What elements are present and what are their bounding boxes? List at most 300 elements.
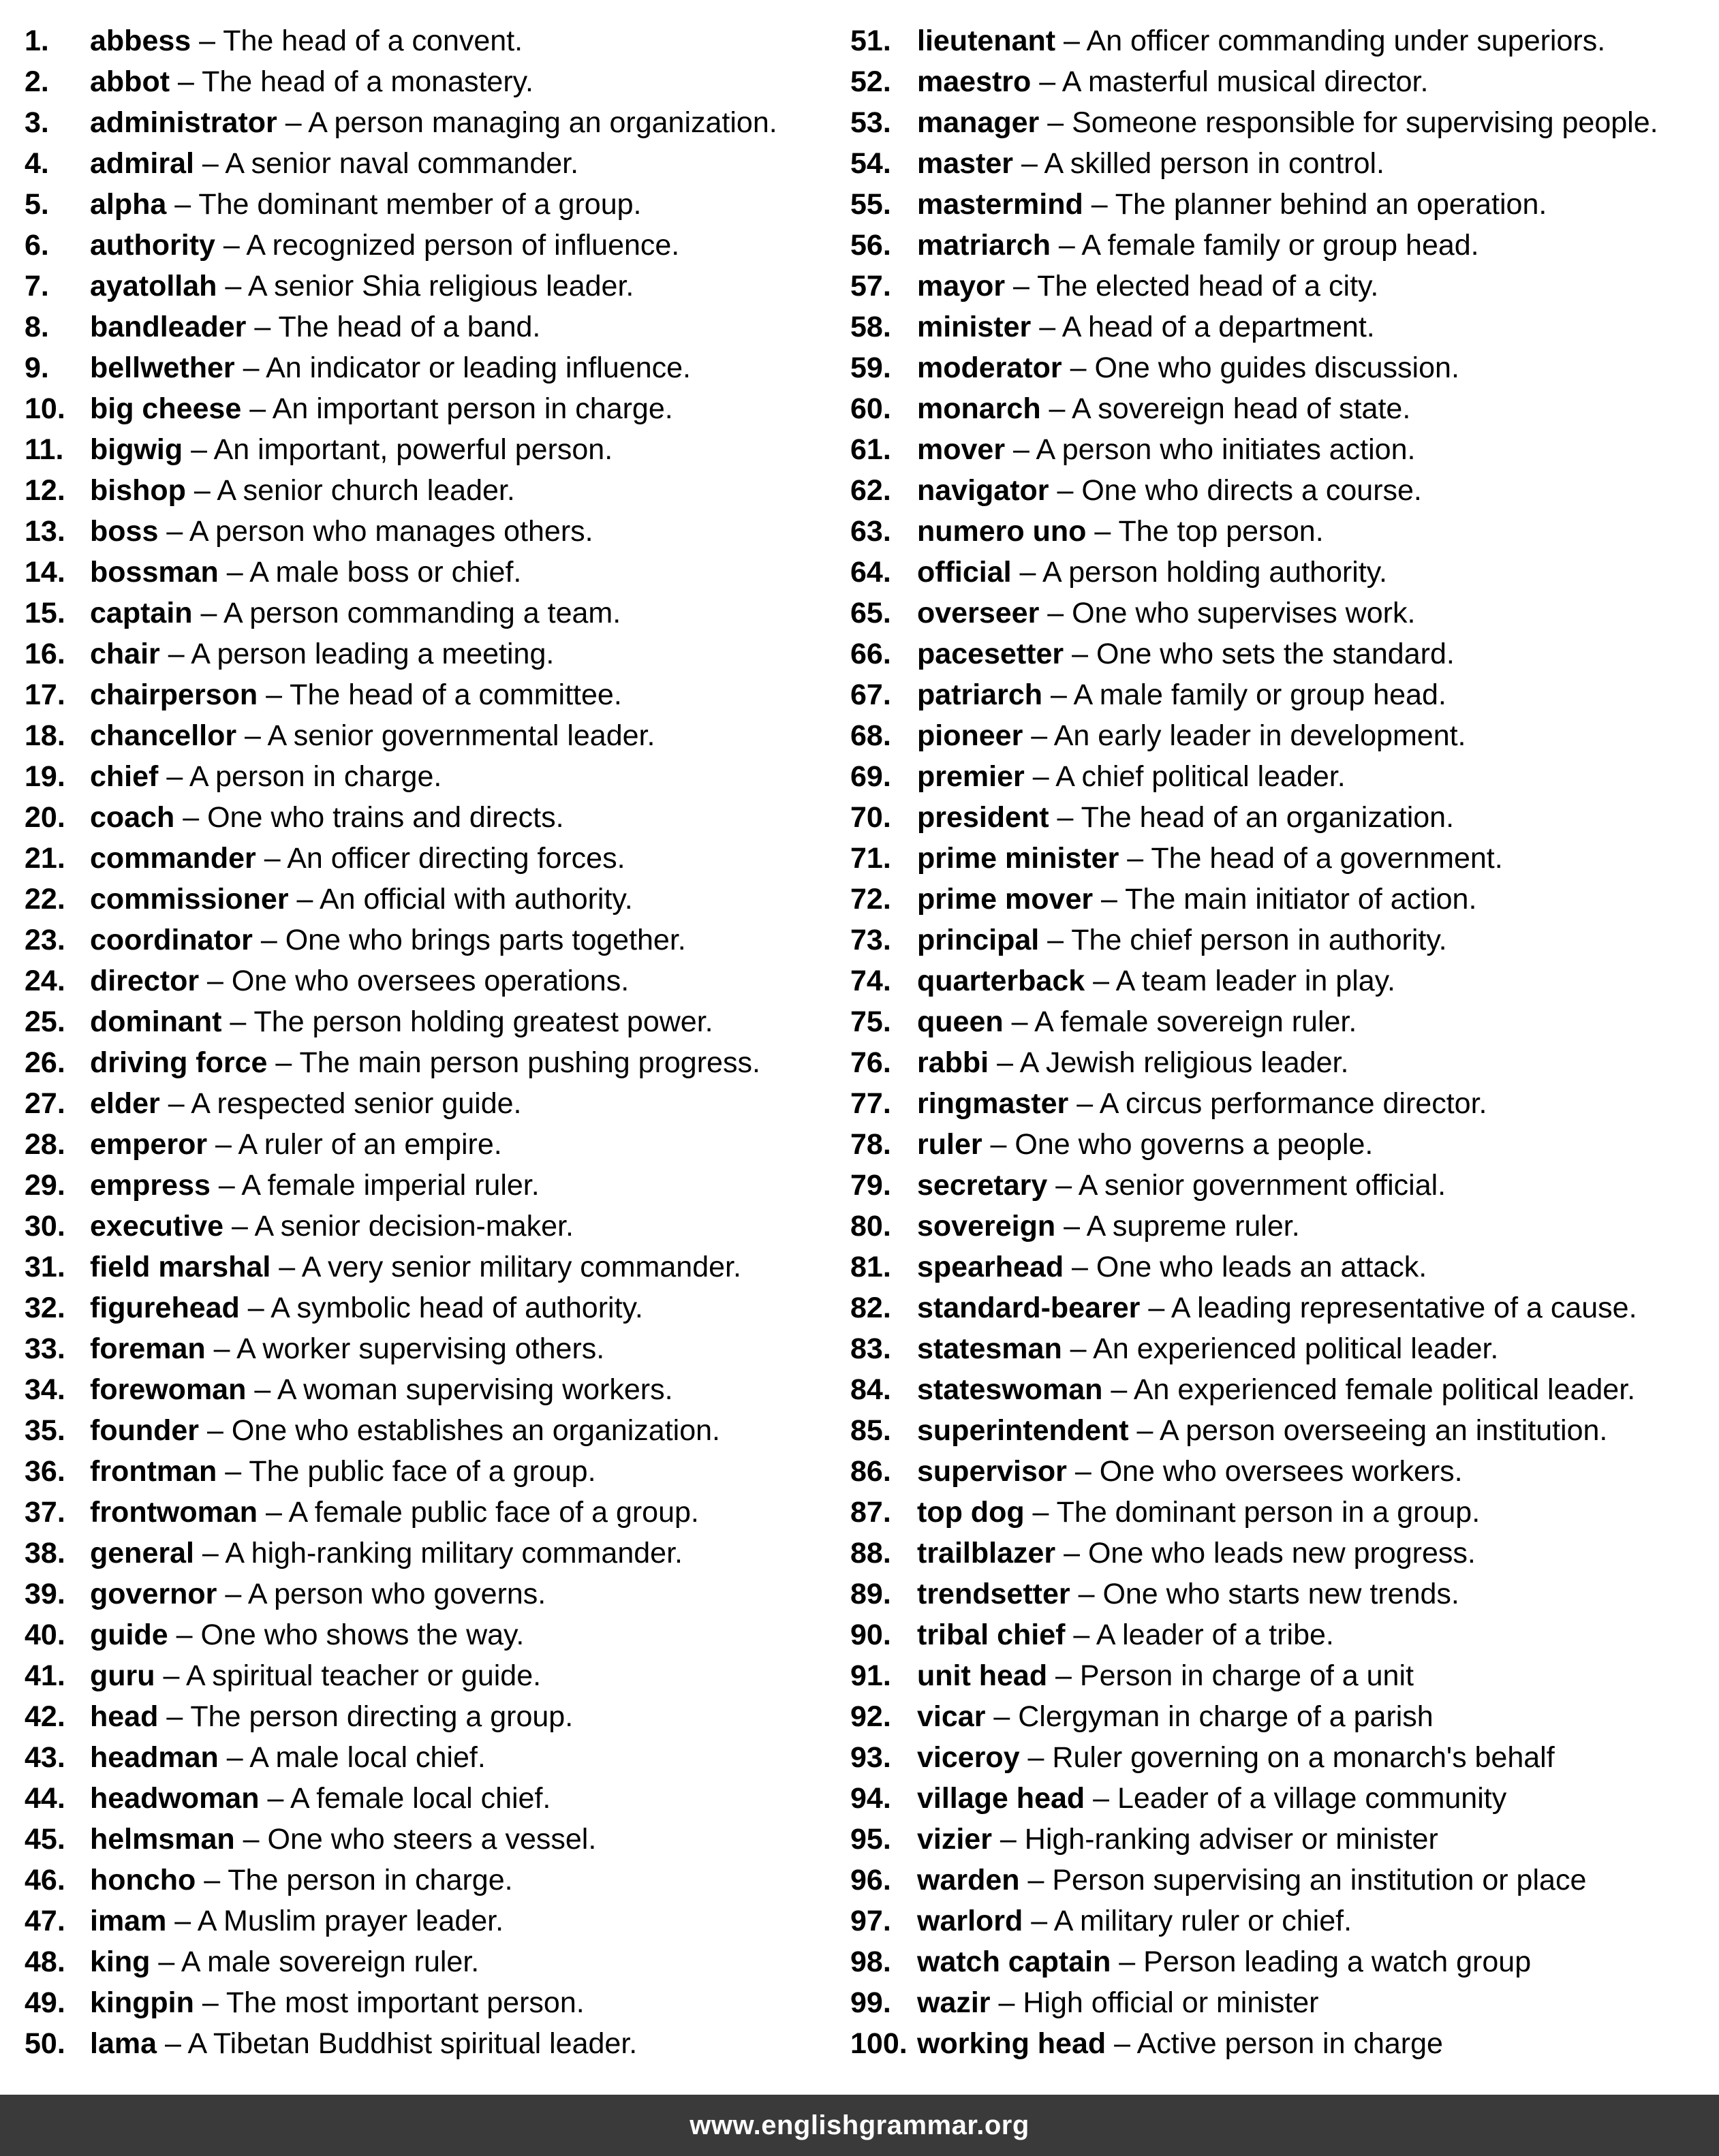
list-item: 80. sovereign – A supreme ruler. — [850, 1206, 1710, 1247]
item-term: trendsetter — [917, 1578, 1070, 1610]
list-item: 72. prime mover – The main initiator of action. — [850, 879, 1710, 920]
item-term: ayatollah — [90, 270, 217, 302]
item-term: village head — [917, 1782, 1085, 1815]
item-definition: A leader of a tribe. — [1096, 1619, 1334, 1651]
item-term: bishop — [90, 474, 186, 507]
item-number: 8. — [25, 311, 49, 343]
item-number: 20. — [25, 801, 65, 834]
item-definition: One who shows the way. — [200, 1619, 525, 1651]
item-number: 89. — [850, 1578, 891, 1610]
item-definition: One who brings parts together. — [285, 924, 686, 956]
item-definition: A senior government official. — [1078, 1169, 1446, 1202]
item-term: patriarch — [917, 678, 1043, 711]
list-item: 37. frontwoman – A female public face of a group. — [25, 1492, 842, 1533]
item-definition: The head of a committee. — [290, 678, 622, 711]
item-term: secretary — [917, 1169, 1048, 1202]
item-term: executive — [90, 1210, 224, 1243]
item-definition: A masterful musical director. — [1062, 65, 1429, 98]
item-definition: A military ruler or chief. — [1053, 1905, 1352, 1937]
item-number: 18. — [25, 719, 65, 752]
item-definition: An early leader in development. — [1053, 719, 1466, 752]
item-term: guide — [90, 1619, 168, 1651]
item-term: lieutenant — [917, 25, 1056, 57]
item-term: wazir — [917, 1986, 991, 2019]
item-term: moderator — [917, 351, 1062, 384]
item-term: pacesetter — [917, 638, 1064, 670]
item-number: 17. — [25, 678, 65, 711]
item-term: top dog — [917, 1496, 1025, 1529]
item-definition: A senior governmental leader. — [267, 719, 655, 752]
list-item: 97. warlord – A military ruler or chief. — [850, 1901, 1710, 1941]
list-item: 61. mover – A person who initiates action. — [850, 429, 1710, 470]
list-item: 99. wazir – High official or minister — [850, 1982, 1710, 2023]
list-item: 30. executive – A senior decision-maker. — [25, 1206, 842, 1247]
list-item: 23. coordinator – One who brings parts together. — [25, 920, 842, 960]
item-definition: Active person in charge — [1136, 2027, 1443, 2060]
item-number: 95. — [850, 1823, 891, 1856]
item-number: 32. — [25, 1292, 65, 1324]
list-item: 66. pacesetter – One who sets the standard. — [850, 634, 1710, 674]
item-term: frontman — [90, 1455, 217, 1488]
item-definition: A female sovereign ruler. — [1034, 1005, 1357, 1038]
item-term: bossman — [90, 556, 219, 589]
item-term: warden — [917, 1864, 1020, 1896]
item-definition: The head of an organization. — [1081, 801, 1455, 834]
item-number: 91. — [850, 1659, 891, 1692]
item-term: guru — [90, 1659, 155, 1692]
item-number: 60. — [850, 392, 891, 425]
list-item: 47. imam – A Muslim prayer leader. — [25, 1901, 842, 1941]
item-number: 31. — [25, 1251, 65, 1283]
list-item: 48. king – A male sovereign ruler. — [25, 1941, 842, 1982]
list-item: 40. guide – One who shows the way. — [25, 1614, 842, 1655]
item-number: 51. — [850, 25, 891, 57]
list-item: 98. watch captain – Person leading a watch group — [850, 1941, 1710, 1982]
item-number: 86. — [850, 1455, 891, 1488]
item-definition: A female family or group head. — [1081, 229, 1479, 262]
item-definition: One who starts new trends. — [1102, 1578, 1459, 1610]
item-number: 54. — [850, 147, 891, 180]
item-definition: The top person. — [1118, 515, 1324, 548]
list-item: 68. pioneer – An early leader in development. — [850, 715, 1710, 756]
list-item: 35. founder – One who establishes an organization. — [25, 1410, 842, 1451]
list-item: 13. boss – A person who manages others. — [25, 511, 842, 552]
item-definition: The most important person. — [226, 1986, 585, 2019]
item-definition: A senior decision-maker. — [254, 1210, 574, 1243]
item-definition: One who directs a course. — [1081, 474, 1422, 507]
item-definition: One who leads an attack. — [1096, 1251, 1427, 1283]
item-definition: The dominant member of a group. — [198, 188, 642, 221]
item-number: 55. — [850, 188, 891, 221]
item-definition: High official or minister — [1023, 1986, 1319, 2019]
item-number: 1. — [25, 25, 49, 57]
item-number: 92. — [850, 1700, 891, 1733]
item-number: 5. — [25, 188, 49, 221]
list-item: 84. stateswoman – An experienced female political leader. — [850, 1369, 1710, 1410]
item-number: 53. — [850, 106, 891, 139]
list-item: 91. unit head – Person in charge of a unit — [850, 1655, 1710, 1696]
item-definition: Ruler governing on a monarch's behalf — [1052, 1741, 1555, 1774]
item-term: big cheese — [90, 392, 242, 425]
item-term: empress — [90, 1169, 211, 1202]
list-item: 22. commissioner – An official with authority. — [25, 879, 842, 920]
item-term: working head — [917, 2027, 1106, 2060]
list-item: 60. monarch – A sovereign head of state. — [850, 388, 1710, 429]
item-number: 63. — [850, 515, 891, 548]
item-definition: The public face of a group. — [249, 1455, 596, 1488]
item-definition: A head of a department. — [1062, 311, 1375, 343]
item-term: alpha — [90, 188, 167, 221]
item-definition: High-ranking adviser or minister — [1024, 1823, 1438, 1856]
item-term: manager — [917, 106, 1040, 139]
item-term: ruler — [917, 1128, 982, 1161]
item-term: supervisor — [917, 1455, 1067, 1488]
item-number: 65. — [850, 597, 891, 629]
item-definition: A Jewish religious leader. — [1019, 1046, 1349, 1079]
item-term: statesman — [917, 1332, 1062, 1365]
item-number: 7. — [25, 270, 49, 302]
item-definition: A leading representative of a cause. — [1171, 1292, 1637, 1324]
item-definition: One who establishes an organization. — [231, 1414, 720, 1447]
item-term: field marshal — [90, 1251, 271, 1283]
item-definition: A supreme ruler. — [1086, 1210, 1300, 1243]
item-definition: Leader of a village community — [1117, 1782, 1507, 1815]
item-term: navigator — [917, 474, 1049, 507]
item-term: dominant — [90, 1005, 222, 1038]
list-item: 26. driving force – The main person pushing progress. — [25, 1042, 842, 1083]
item-term: chairperson — [90, 678, 258, 711]
item-definition: An official with authority. — [320, 883, 633, 916]
item-number: 16. — [25, 638, 65, 670]
item-term: numero uno — [917, 515, 1087, 548]
list-item: 4. admiral – A senior naval commander. — [25, 143, 842, 184]
item-definition: An experienced political leader. — [1093, 1332, 1499, 1365]
item-term: lama — [90, 2027, 157, 2060]
item-term: maestro — [917, 65, 1032, 98]
word-list-column-right — [850, 20, 1710, 2064]
item-term: administrator — [90, 106, 277, 139]
item-number: 14. — [25, 556, 65, 589]
item-definition: An officer commanding under superiors. — [1086, 25, 1606, 57]
item-definition: A woman supervising workers. — [277, 1373, 673, 1406]
item-term: figurehead — [90, 1292, 240, 1324]
item-definition: A person commanding a team. — [223, 597, 621, 629]
item-definition: A male boss or chief. — [249, 556, 522, 589]
item-definition: The person holding greatest power. — [253, 1005, 713, 1038]
item-term: spearhead — [917, 1251, 1064, 1283]
list-item: 100. working head – Active person in charge — [850, 2023, 1710, 2064]
list-item: 93. viceroy – Ruler governing on a monarch's behalf — [850, 1737, 1710, 1778]
item-number: 21. — [25, 842, 65, 875]
item-number: 66. — [850, 638, 891, 670]
list-item: 86. supervisor – One who oversees workers. — [850, 1451, 1710, 1492]
list-item: 96. warden – Person supervising an institution or place — [850, 1860, 1710, 1901]
item-term: standard-bearer — [917, 1292, 1141, 1324]
list-item: 2. abbot – The head of a monastery. — [25, 61, 842, 102]
item-definition: Someone responsible for supervising people. — [1072, 106, 1658, 139]
item-term: vizier — [917, 1823, 992, 1856]
list-item: 81. spearhead – One who leads an attack. — [850, 1247, 1710, 1287]
item-definition: One who oversees operations. — [231, 965, 630, 997]
item-term: monarch — [917, 392, 1041, 425]
list-item: 50. lama – A Tibetan Buddhist spiritual leader. — [25, 2023, 842, 2064]
item-number: 62. — [850, 474, 891, 507]
item-number: 22. — [25, 883, 65, 916]
item-number: 57. — [850, 270, 891, 302]
item-number: 30. — [25, 1210, 65, 1243]
list-item: 5. alpha – The dominant member of a group. — [25, 184, 842, 225]
item-definition: A sovereign head of state. — [1072, 392, 1411, 425]
item-term: king — [90, 1946, 151, 1978]
list-item: 31. field marshal – A very senior military commander. — [25, 1247, 842, 1287]
list-item: 1. abbess – The head of a convent. — [25, 20, 842, 61]
item-definition: One who supervises work. — [1072, 597, 1416, 629]
item-definition: A high-ranking military commander. — [225, 1537, 683, 1569]
item-number: 34. — [25, 1373, 65, 1406]
list-item: 28. emperor – A ruler of an empire. — [25, 1124, 842, 1165]
item-definition: One who steers a vessel. — [267, 1823, 597, 1856]
item-definition: One who governs a people. — [1015, 1128, 1374, 1161]
item-definition: A senior church leader. — [217, 474, 515, 507]
item-number: 35. — [25, 1414, 65, 1447]
list-item: 54. master – A skilled person in control. — [850, 143, 1710, 184]
item-term: chancellor — [90, 719, 237, 752]
list-item: 10. big cheese – An important person in charge. — [25, 388, 842, 429]
item-definition: One who oversees workers. — [1099, 1455, 1463, 1488]
item-definition: One who guides discussion. — [1094, 351, 1459, 384]
item-number: 27. — [25, 1087, 65, 1120]
item-definition: A person in charge. — [189, 760, 442, 793]
item-term: coach — [90, 801, 175, 834]
item-term: stateswoman — [917, 1373, 1103, 1406]
item-term: rabbi — [917, 1046, 989, 1079]
item-term: ringmaster — [917, 1087, 1069, 1120]
item-number: 24. — [25, 965, 65, 997]
item-definition: The person directing a group. — [190, 1700, 574, 1733]
item-term: mover — [917, 433, 1006, 466]
item-number: 29. — [25, 1169, 65, 1202]
list-item: 14. bossman – A male boss or chief. — [25, 552, 842, 593]
item-number: 74. — [850, 965, 891, 997]
list-item: 88. trailblazer – One who leads new progress. — [850, 1533, 1710, 1574]
item-definition: A female public face of a group. — [288, 1496, 699, 1529]
item-definition: A male sovereign ruler. — [181, 1946, 480, 1978]
item-definition: The dominant person in a group. — [1056, 1496, 1481, 1529]
item-number: 88. — [850, 1537, 891, 1569]
item-term: general — [90, 1537, 194, 1569]
item-number: 9. — [25, 351, 49, 384]
item-number: 48. — [25, 1946, 65, 1978]
item-term: director — [90, 965, 200, 997]
word-list-column-left — [25, 20, 842, 2064]
item-definition: The head of a monastery. — [202, 65, 533, 98]
item-number: 97. — [850, 1905, 891, 1937]
item-number: 68. — [850, 719, 891, 752]
item-definition: A female local chief. — [290, 1782, 551, 1815]
list-item: 17. chairperson – The head of a committee. — [25, 674, 842, 715]
list-item: 32. figurehead – A symbolic head of authority. — [25, 1287, 842, 1328]
list-item: 75. queen – A female sovereign ruler. — [850, 1001, 1710, 1042]
item-number: 93. — [850, 1741, 891, 1774]
item-definition: One who sets the standard. — [1096, 638, 1455, 670]
item-number: 44. — [25, 1782, 65, 1815]
item-definition: An indicator or leading influence. — [266, 351, 692, 384]
item-number: 10. — [25, 392, 65, 425]
item-number: 77. — [850, 1087, 891, 1120]
item-definition: A person who governs. — [247, 1578, 546, 1610]
item-number: 46. — [25, 1864, 65, 1896]
item-term: imam — [90, 1905, 167, 1937]
list-item: 65. overseer – One who supervises work. — [850, 593, 1710, 634]
item-number: 99. — [850, 1986, 891, 2019]
item-number: 80. — [850, 1210, 891, 1243]
list-item: 44. headwoman – A female local chief. — [25, 1778, 842, 1819]
item-number: 81. — [850, 1251, 891, 1283]
item-definition: Person in charge of a unit — [1079, 1659, 1414, 1692]
item-number: 50. — [25, 2027, 65, 2060]
item-term: head — [90, 1700, 159, 1733]
item-definition: A circus performance director. — [1099, 1087, 1487, 1120]
item-number: 70. — [850, 801, 891, 834]
list-item: 24. director – One who oversees operations. — [25, 960, 842, 1001]
item-definition: The head of a government. — [1151, 842, 1503, 875]
item-definition: A recognized person of influence. — [246, 229, 680, 262]
item-definition: Person leading a watch group — [1143, 1946, 1532, 1978]
item-number: 67. — [850, 678, 891, 711]
item-term: frontwoman — [90, 1496, 258, 1529]
item-definition: A male local chief. — [249, 1741, 486, 1774]
item-definition: A ruler of an empire. — [238, 1128, 502, 1161]
item-term: chief — [90, 760, 159, 793]
list-item: 79. secretary – A senior government official. — [850, 1165, 1710, 1206]
item-definition: Person supervising an institution or place — [1052, 1864, 1587, 1896]
item-term: tribal chief — [917, 1619, 1066, 1651]
list-item: 15. captain – A person commanding a team. — [25, 593, 842, 634]
item-term: bellwether — [90, 351, 235, 384]
item-term: watch captain — [917, 1946, 1111, 1978]
item-number: 90. — [850, 1619, 891, 1651]
item-definition: The elected head of a city. — [1037, 270, 1379, 302]
item-term: unit head — [917, 1659, 1048, 1692]
item-number: 75. — [850, 1005, 891, 1038]
item-term: prime minister — [917, 842, 1119, 875]
list-item: 18. chancellor – A senior governmental leader. — [25, 715, 842, 756]
list-item: 7. ayatollah – A senior Shia religious leader. — [25, 266, 842, 307]
item-term: superintendent — [917, 1414, 1129, 1447]
item-number: 94. — [850, 1782, 891, 1815]
item-definition: A symbolic head of authority. — [270, 1292, 643, 1324]
list-item: 59. moderator – One who guides discussion. — [850, 347, 1710, 388]
item-number: 78. — [850, 1128, 891, 1161]
item-term: trailblazer — [917, 1537, 1056, 1569]
list-item: 20. coach – One who trains and directs. — [25, 797, 842, 838]
list-item: 41. guru – A spiritual teacher or guide. — [25, 1655, 842, 1696]
item-term: principal — [917, 924, 1040, 956]
item-term: commissioner — [90, 883, 289, 916]
item-term: bandleader — [90, 311, 247, 343]
item-definition: A respected senior guide. — [191, 1087, 522, 1120]
list-item: 33. foreman – A worker supervising others. — [25, 1328, 842, 1369]
item-number: 6. — [25, 229, 49, 262]
item-term: helmsman — [90, 1823, 235, 1856]
item-number: 26. — [25, 1046, 65, 1079]
item-number: 37. — [25, 1496, 65, 1529]
item-term: commander — [90, 842, 256, 875]
item-number: 11. — [25, 433, 64, 466]
item-term: overseer — [917, 597, 1040, 629]
item-term: coordinator — [90, 924, 253, 956]
list-item: 55. mastermind – The planner behind an operation. — [850, 184, 1710, 225]
item-term: headman — [90, 1741, 219, 1774]
item-definition: An experienced female political leader. — [1133, 1373, 1636, 1406]
item-term: premier — [917, 760, 1025, 793]
list-item: 56. matriarch – A female family or group head. — [850, 225, 1710, 266]
list-item: 29. empress – A female imperial ruler. — [25, 1165, 842, 1206]
list-item: 46. honcho – The person in charge. — [25, 1860, 842, 1901]
list-item: 53. manager – Someone responsible for supervising people. — [850, 102, 1710, 143]
list-item: 94. village head – Leader of a village community — [850, 1778, 1710, 1819]
list-item: 58. minister – A head of a department. — [850, 307, 1710, 347]
item-definition: A spiritual teacher or guide. — [185, 1659, 542, 1692]
item-definition: A skilled person in control. — [1044, 147, 1385, 180]
list-item: 42. head – The person directing a group. — [25, 1696, 842, 1737]
item-term: elder — [90, 1087, 160, 1120]
list-item: 12. bishop – A senior church leader. — [25, 470, 842, 511]
item-term: honcho — [90, 1864, 196, 1896]
item-number: 25. — [25, 1005, 65, 1038]
item-term: prime mover — [917, 883, 1094, 916]
item-definition: The chief person in authority. — [1071, 924, 1447, 956]
list-item: 76. rabbi – A Jewish religious leader. — [850, 1042, 1710, 1083]
item-definition: A person who manages others. — [189, 515, 593, 548]
list-item: 52. maestro – A masterful musical director. — [850, 61, 1710, 102]
item-number: 84. — [850, 1373, 891, 1406]
item-term: emperor — [90, 1128, 208, 1161]
item-definition: A person holding authority. — [1042, 556, 1388, 589]
item-number: 15. — [25, 597, 65, 629]
item-number: 69. — [850, 760, 891, 793]
item-term: master — [917, 147, 1014, 180]
list-item: 82. standard-bearer – A leading representative of a cause. — [850, 1287, 1710, 1328]
list-item: 21. commander – An officer directing forces. — [25, 838, 842, 879]
list-item: 57. mayor – The elected head of a city. — [850, 266, 1710, 307]
list-item: 85. superintendent – A person overseeing an institution. — [850, 1410, 1710, 1451]
item-definition: The main person pushing progress. — [299, 1046, 760, 1079]
item-definition: One who trains and directs. — [207, 801, 564, 834]
item-number: 64. — [850, 556, 891, 589]
list-item: 16. chair – A person leading a meeting. — [25, 634, 842, 674]
item-term: sovereign — [917, 1210, 1056, 1243]
list-item: 9. bellwether – An indicator or leading influence. — [25, 347, 842, 388]
item-definition: A very senior military commander. — [301, 1251, 741, 1283]
item-definition: A person overseeing an institution. — [1160, 1414, 1608, 1447]
item-definition: The head of a convent. — [223, 25, 523, 57]
list-item: 19. chief – A person in charge. — [25, 756, 842, 797]
item-term: founder — [90, 1414, 200, 1447]
item-term: chair — [90, 638, 160, 670]
list-item: 63. numero uno – The top person. — [850, 511, 1710, 552]
list-item: 64. official – A person holding authority. — [850, 552, 1710, 593]
item-term: admiral — [90, 147, 194, 180]
item-number: 12. — [25, 474, 65, 507]
item-number: 72. — [850, 883, 891, 916]
list-item: 92. vicar – Clergyman in charge of a parish — [850, 1696, 1710, 1737]
footer-bar — [0, 2095, 1719, 2156]
item-number: 83. — [850, 1332, 891, 1365]
item-term: captain — [90, 597, 193, 629]
item-definition: Clergyman in charge of a parish — [1018, 1700, 1434, 1733]
list-item: 62. navigator – One who directs a course. — [850, 470, 1710, 511]
